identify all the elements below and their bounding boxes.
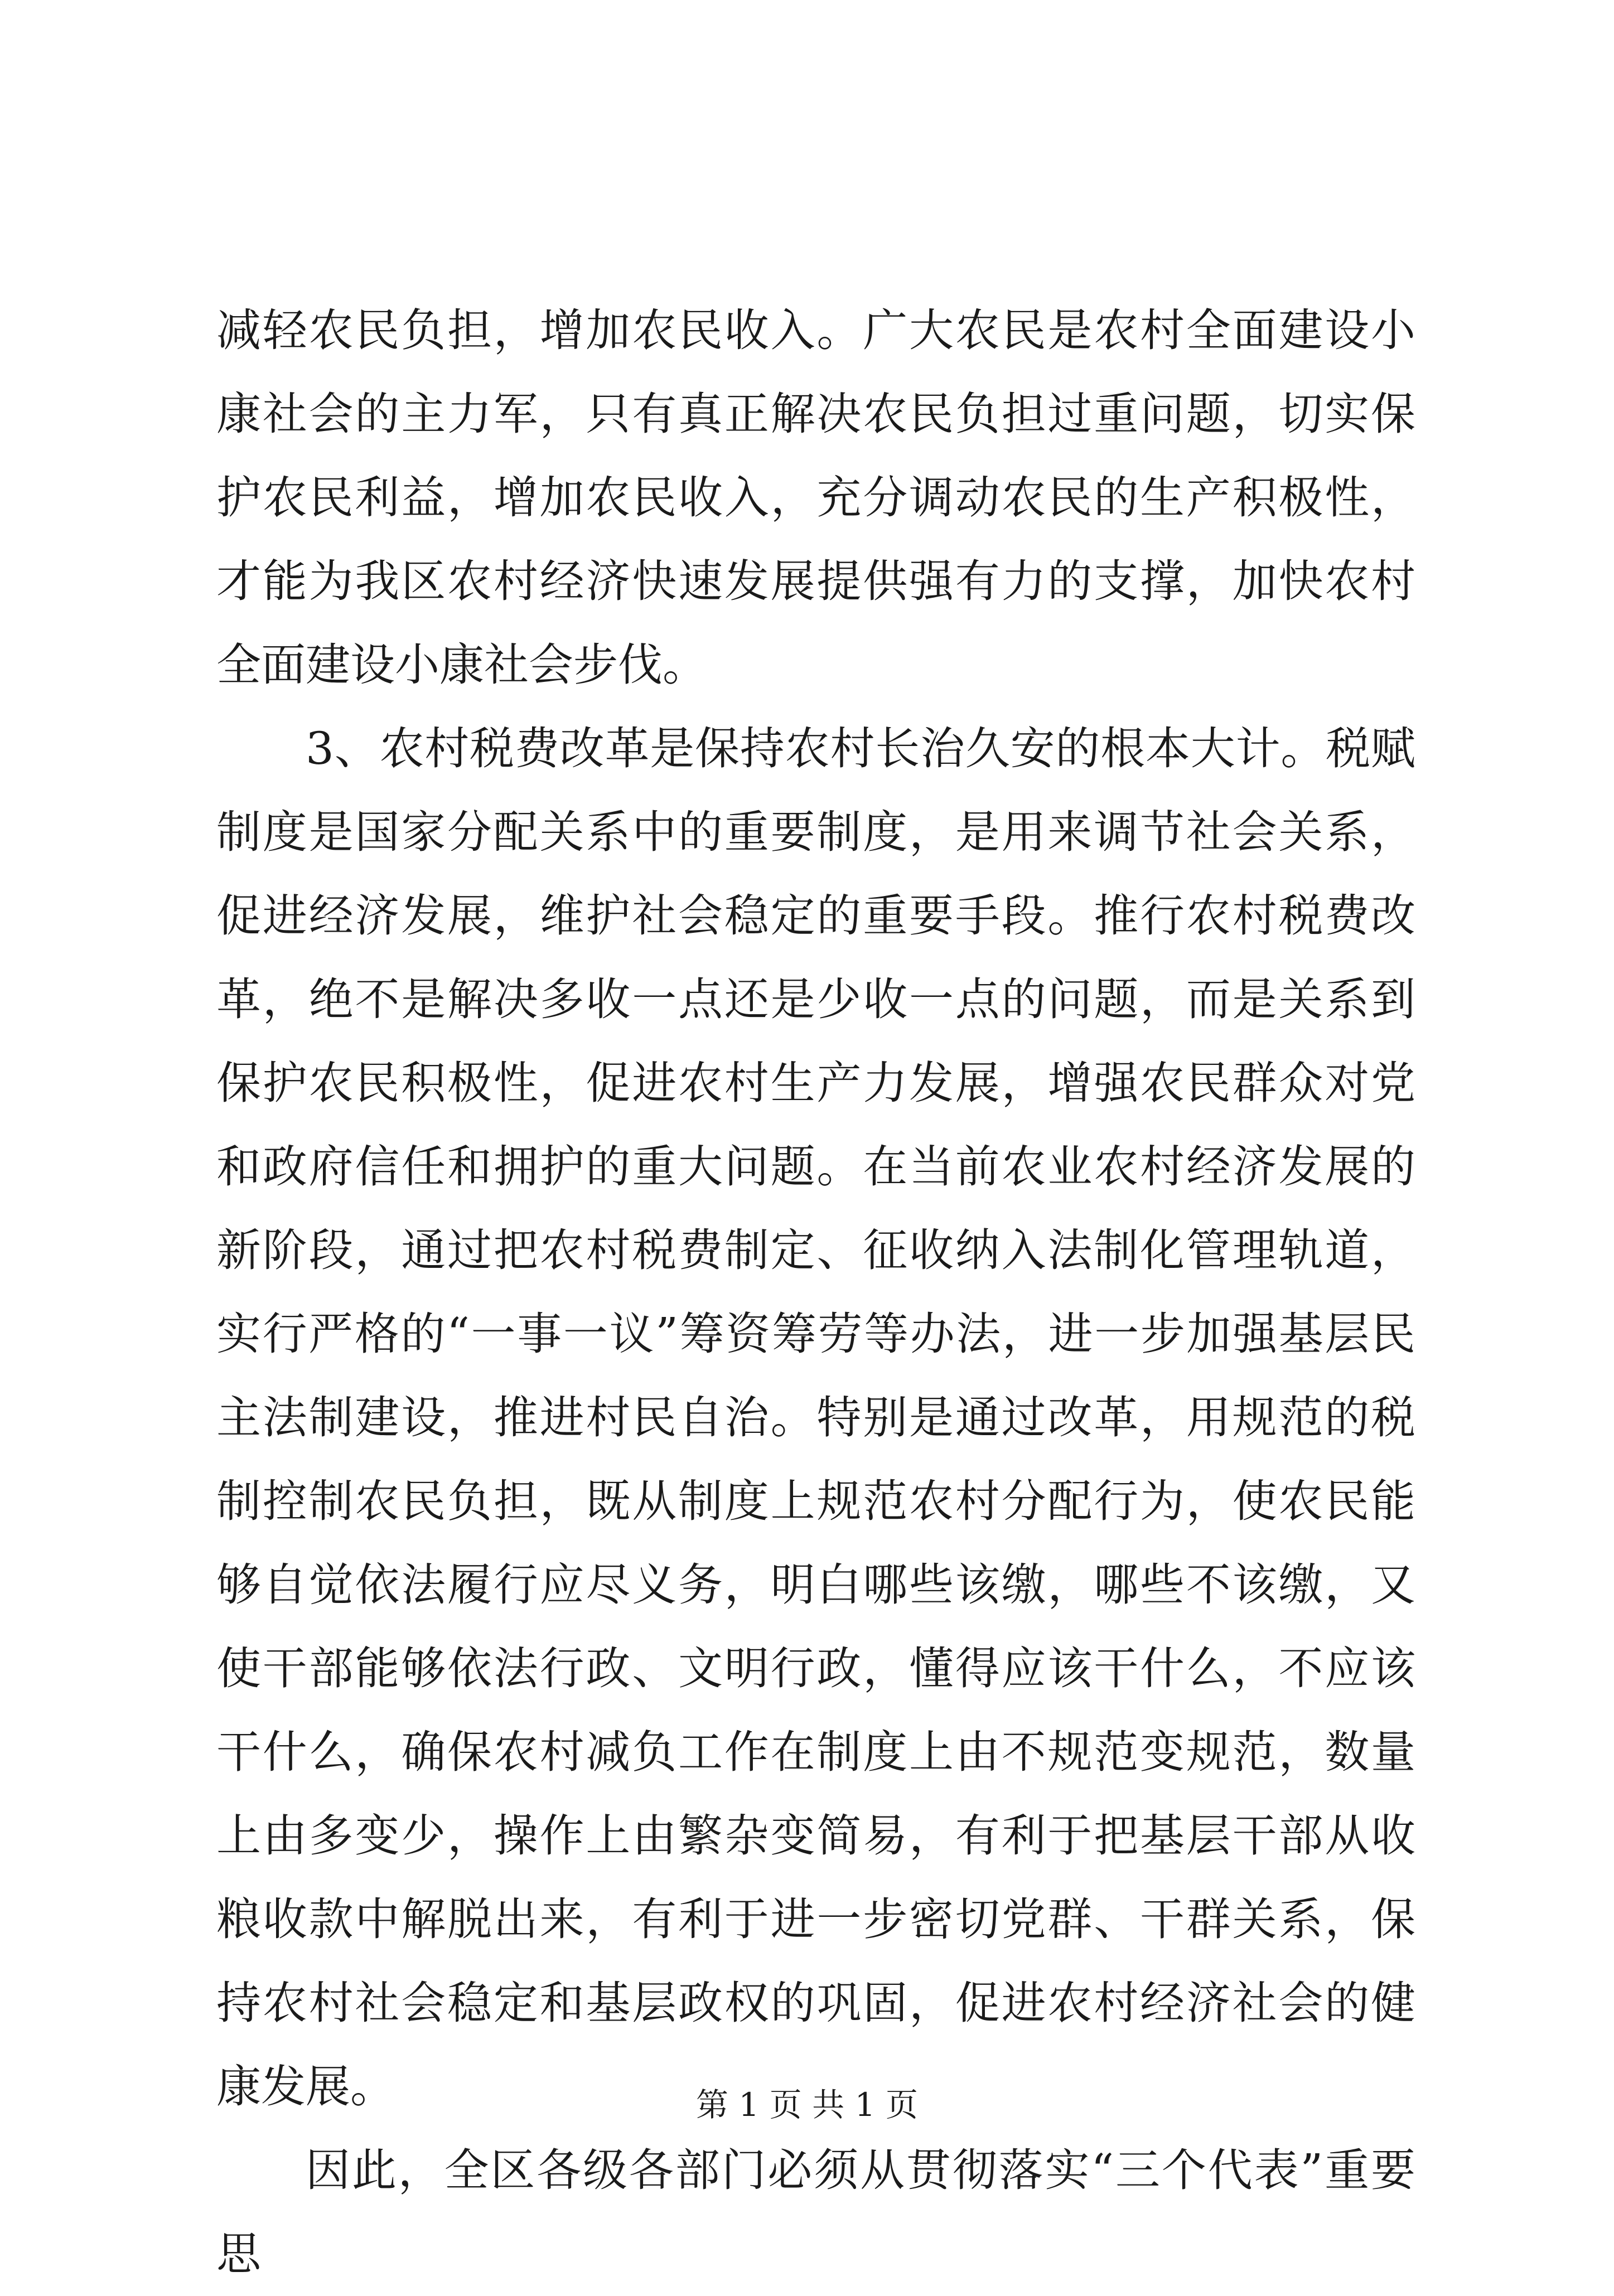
page-footer: 第 1 页 共 1 页	[696, 2086, 918, 2124]
paragraph-1: 减轻农民负担，增加农民收入。广大农民是农村全面建设小康社会的主力军，只有真正解决农民负担过重问题，切实保护农民利益，增加农民收入，充分调动农民的生产积极性，才能为我区农村经济快速发展提供强有力的支撑，加快农村全面建设小康社会步伐。	[216, 304, 1415, 691]
paragraph-3: 因此，全区各级各部门必须从贯彻落实“三个代表”重要思	[216, 2144, 1415, 2280]
paragraph-2: 3、农村税费改革是保持农村长治久安的根本大计。税赋制度是国家分配关系中的重要制度，是用来调节社会关系，促进经济发展，维护社会稳定的重要手段。推行农村税费改革，绝不是解决多收一点还是少收一点的问题，而是关系到保护农民积极性，促进农村生产力发展，增强农民群众对党和政府信任和拥护的重大问题。在当前农业农村经济发展的新阶段，通过把农村税费制定、征收纳入法制化管理轨道，实行严格的“一事一议”筹资筹劳等办法，进一步加强基层民主法制建设，推进村民自治。特别是通过改革，用规范的税制控制农民负担，既从制度上规范农村分配行为，使农民能够自觉依法履行应尽义务，明白哪些该缴，哪些不该缴，又使干部能够依法行政、文明行政，懂得应该干什么，不应该干什么，确保农村减负工作在制度上由不规范变规范，数量上由多变少，操作上由繁杂变简易，有利于把基层干部从收粮收款中解脱出来，有利于进一步密切党群、干群关系，保持农村社会稳定和基层政权的巩固，促进农村经济社会的健康发展。	[216, 723, 1415, 2113]
document-body	[216, 289, 1415, 2296]
